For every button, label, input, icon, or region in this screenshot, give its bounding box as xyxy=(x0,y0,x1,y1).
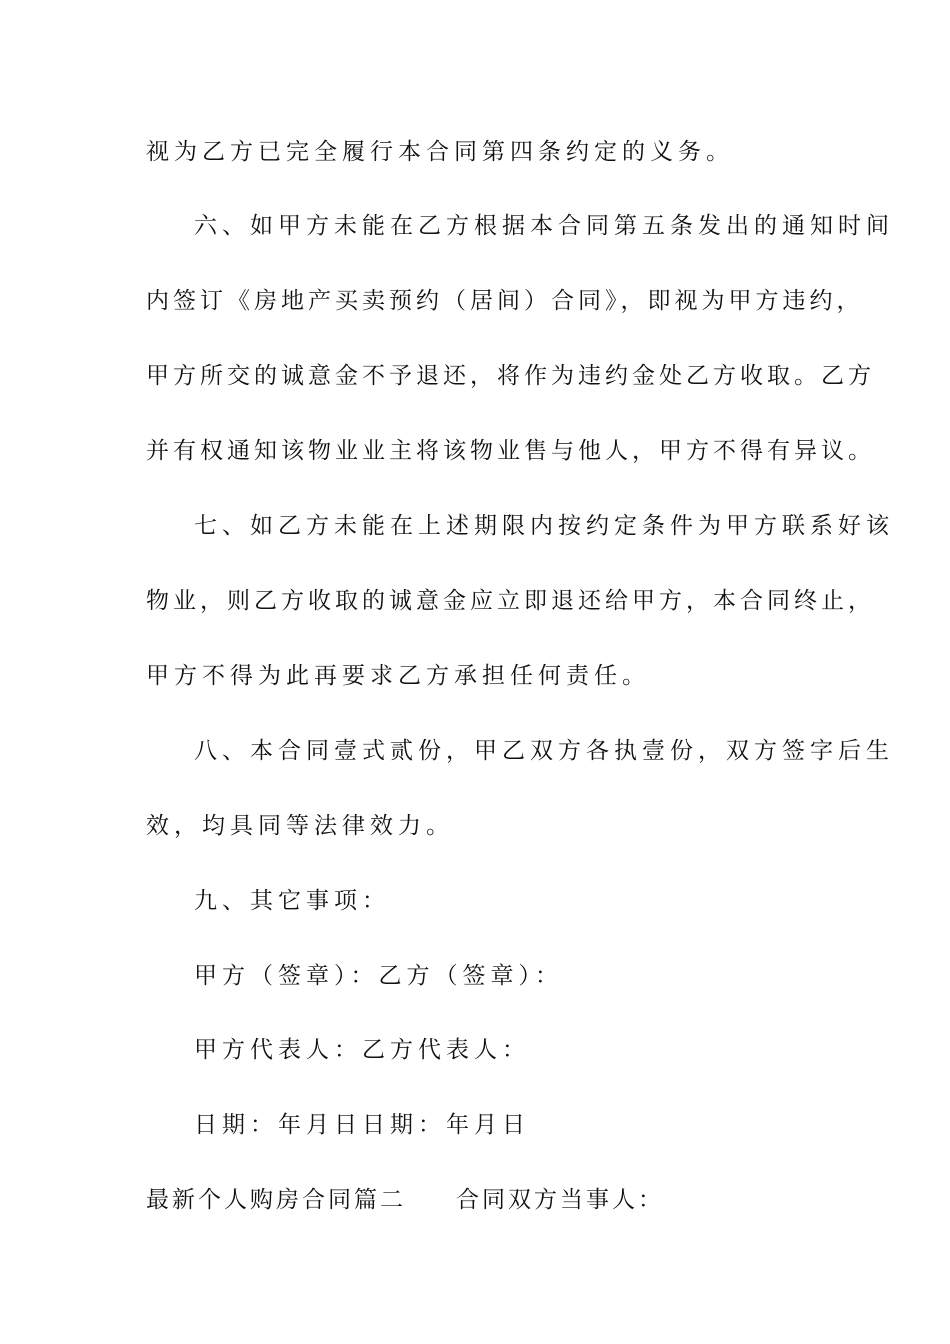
clause-6-line-4: 并有权通知该物业业主将该物业售与他人，甲方不得有异议。 xyxy=(146,438,875,464)
section-heading-line xyxy=(146,1185,664,1215)
clause-6-line-1: 六、如甲方未能在乙方根据本合同第五条发出的通知时间 xyxy=(194,213,894,239)
clause-8-line-2: 效，均具同等法律效力。 xyxy=(146,813,454,839)
clause-8-line-1: 八、本合同壹式贰份，甲乙双方各执壹份，双方签字后生 xyxy=(194,738,894,764)
clause-6-line-3: 甲方所交的诚意金不予退还，将作为违约金处乙方收取。乙方 xyxy=(146,363,875,389)
representative-line: 甲方代表人：乙方代表人： xyxy=(194,1037,530,1063)
parties-label: 合同双方当事人： xyxy=(456,1187,664,1213)
date-line: 日期：年月日日期：年月日 xyxy=(194,1112,530,1138)
signature-line: 甲方（签章）：乙方（签章）： xyxy=(194,963,563,989)
clause-7-line-2: 物业，则乙方收取的诚意金应立即退还给甲方，本合同终止， xyxy=(146,588,875,614)
clause-7-line-3: 甲方不得为此再要求乙方承担任何责任。 xyxy=(146,663,650,689)
text-line: 视为乙方已完全履行本合同第四条约定的义务。 xyxy=(146,139,734,165)
clause-9-heading: 九、其它事项： xyxy=(194,888,390,914)
clause-7-line-1: 七、如乙方未能在上述期限内按约定条件为甲方联系好该 xyxy=(194,513,894,539)
section-title: 最新个人购房合同篇二 xyxy=(146,1187,406,1213)
clause-6-line-2: 内签订《房地产买卖预约（居间）合同》，即视为甲方违约， xyxy=(146,288,864,314)
